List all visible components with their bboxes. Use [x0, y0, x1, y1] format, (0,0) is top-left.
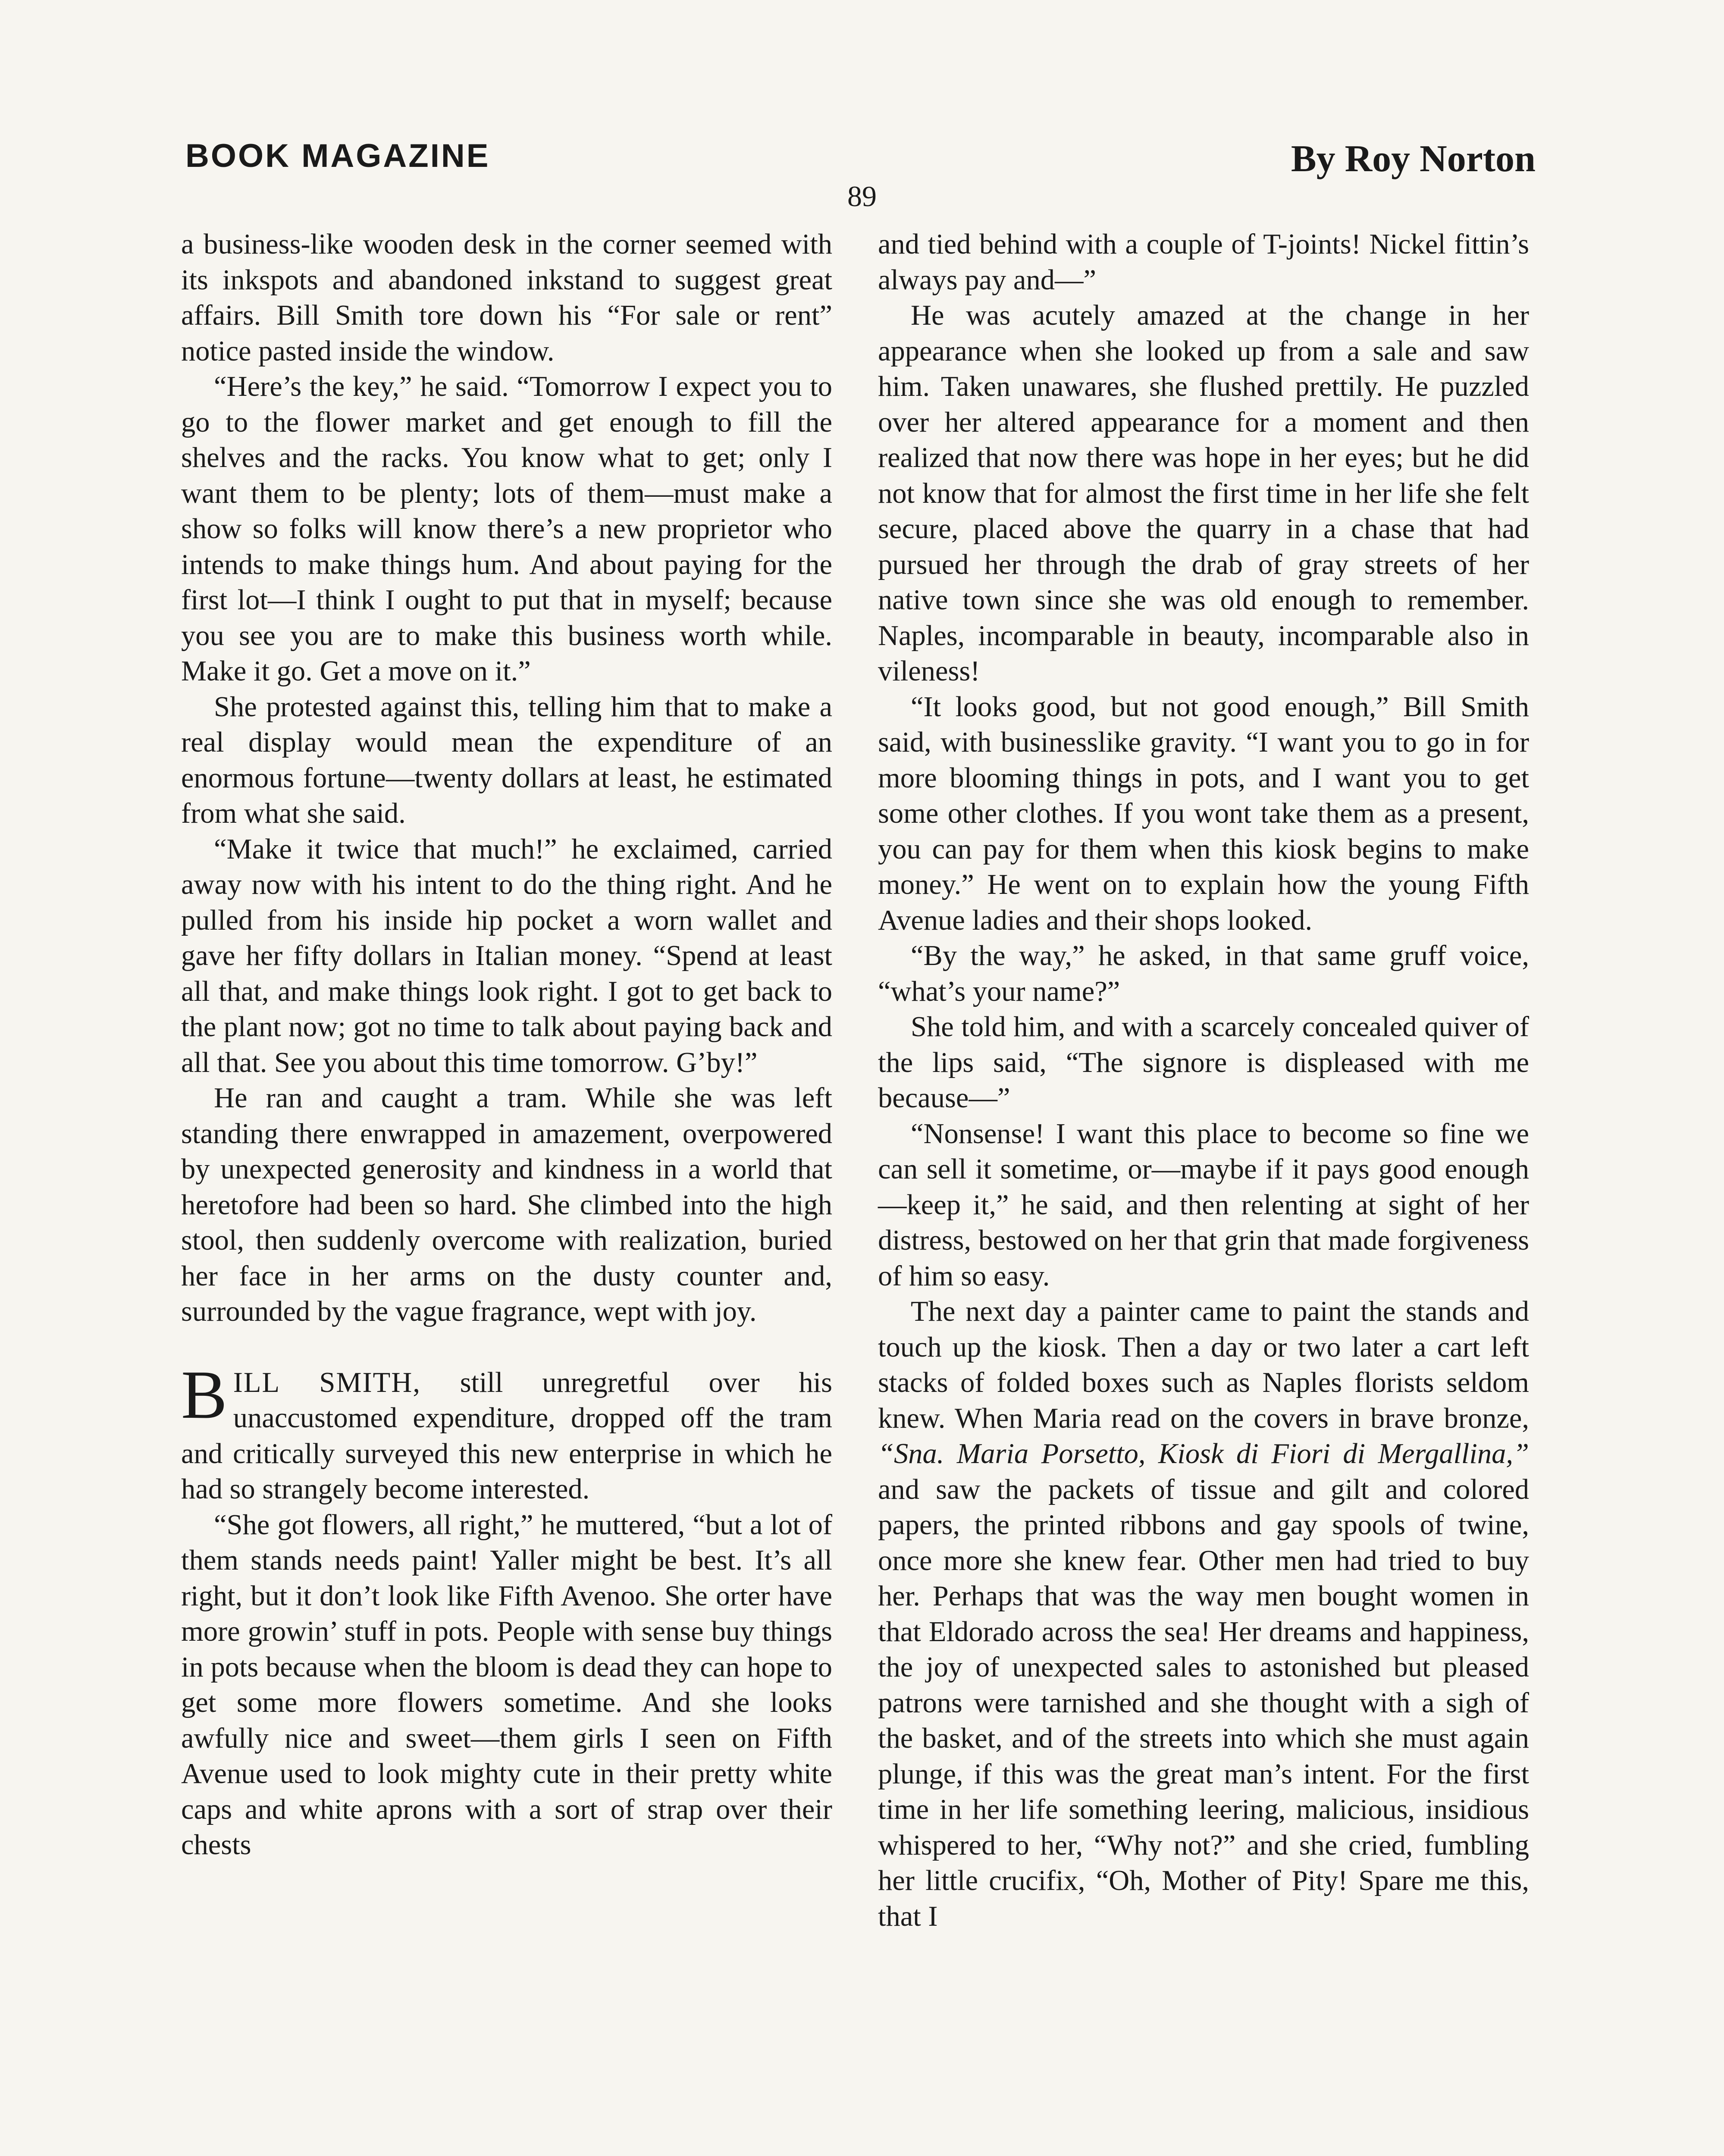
paragraph: a business-like wooden desk in the corner seemed with its inkspots and abandoned inkstand to suggest great affairs. Bill Smith tore down his “For sale or rent” notice pasted inside the window.: [181, 229, 832, 367]
paragraph: He ran and caught a tram. While she was left standing there enwrapped in amazement, overpowered by unexpected generosity and kindness in a world that heretofore had been so hard. She climbed into the high stool, then suddenly overcome with realization, buried her face in her arms on the dusty counter and, surrounded by the vague fragrance, wept with joy.: [181, 1082, 832, 1327]
paragraph: She protested against this, telling him that to make a real display would mean the expenditure of an enormous fortune—twenty dollars at least, he estimated from what she said.: [181, 691, 832, 829]
paragraph: He was acutely amazed at the change in her appearance when she looked up from a sale and saw him. Taken unawares, she flushed prettily. He puzzled over her altered appearance for a moment and then realized that now there was hope in her eyes; but he did not know that for almost the first time in her life she felt secure, placed above the quarry in a chase that had pursued her through the drab of gray streets of her native town since she was old enough to remember. Naples, incomparable in beauty, incomparable also in vileness!: [878, 300, 1529, 687]
paragraph: and tied behind with a couple of T-joints! Nickel fittin’s always pay and—”: [878, 229, 1529, 296]
paragraph: “Make it twice that much!” he exclaimed, carried away now with his intent to do the thing right. And he pulled from his inside hip pocket a worn wallet and gave her fifty dollars in Italian money. “Spend at least all that, and make things look right. I got to get back to the plant now; got no time to talk about paying back and all that. See you about this time tomorrow. G’by!”: [181, 833, 832, 1078]
running-header-author: By Roy Norton: [1291, 138, 1536, 180]
right-text-column: [878, 227, 1529, 1934]
section-opening-paragraph: [181, 1356, 833, 1507]
paragraph-text: still unregretful over his unaccustomed expenditure, dropped off the tram and critically surveyed this new enterprise in which he had so strangely become interested.: [181, 1366, 833, 1505]
paragraph: [878, 1294, 1529, 1934]
paragraph: She told him, and with a scarcely concealed quiver of the lips said, “The signore is displeased with me because—”: [878, 1011, 1529, 1114]
page-number: 89: [847, 180, 877, 213]
paragraph-text: The next day a painter came to paint the stands and touch up the kiosk. Then a day or two later a cart left stacks of folded boxes such as Naples florists seldom knew. When Maria read on the covers in brave bronze,: [878, 1296, 1529, 1434]
paragraph: “Nonsense! I want this place to become so fine we can sell it sometime, or—maybe if it pays good enough—keep it,” he said, and then relenting at sight of her distress, bestowed on her that grin that made forgiveness of him so easy.: [878, 1118, 1529, 1292]
italic-kiosk-name: “Sna. Maria Porsetto, Kiosk di Fiori di Mergallina,”: [878, 1438, 1529, 1470]
drop-cap: B: [181, 1356, 227, 1433]
small-caps-lead: ILL SMITH,: [233, 1366, 421, 1398]
paragraph: “Here’s the key,” he said. “Tomorrow I expect you to go to the flower market and get enough to fill the shelves and the racks. You know what to get; only I want them to be plenty; lots of them—must make a show so folks will know there’s a new proprietor who intends to make things hum. And about paying for the first lot—I think I ought to put that in myself; because you see you are to make this business worth while. Make it go. Get a move on it.”: [181, 371, 832, 687]
running-header-left: BOOK MAGAZINE: [185, 138, 490, 174]
paragraph: “By the way,” he asked, in that same gruff voice, “what’s your name?”: [878, 940, 1529, 1007]
paragraph: “She got flowers, all right,” he muttered, “but a lot of them stands needs paint! Yaller might be best. It’s all right, but it don’t look like Fifth Avenoo. She orter have more growin’ stuff in pots. People with sense buy things in pots because when the bloom is dead they can hope to get some more flowers sometime. And she looks awfully nice and sweet—them girls I seen on Fifth Avenue used to look mighty cute in their pretty white caps and white aprons with a sort of strap over their chests: [181, 1509, 832, 1861]
left-text-column: [181, 227, 832, 1863]
paragraph-text: and saw the packets of tissue and gilt and colored papers, the printed ribbons and gay spools of twine, once more she knew fear. Other men had tried to buy her. Perhaps that was the way men bought women in that Eldorado across the sea! Her dreams and happiness, the joy of unexpected sales to astonished but pleased patrons were tarnished and she thought with a sigh of the basket, and of the streets into which she must again plunge, if this was the great man’s intent. For the first time in her life something leering, malicious, insidious whispered to her, “Why not?” and she cried, fumbling her little crucifix, “Oh, Mother of Pity! Spare me this, that I: [878, 1473, 1529, 1932]
paragraph: “It looks good, but not good enough,” Bill Smith said, with businesslike gravity. “I want you to go in for more blooming things in pots, and I want you to get some other clothes. If you wont take them as a present, you can pay for them when this kiosk begins to make money.” He went on to explain how the young Fifth Avenue ladies and their shops looked.: [878, 691, 1529, 936]
